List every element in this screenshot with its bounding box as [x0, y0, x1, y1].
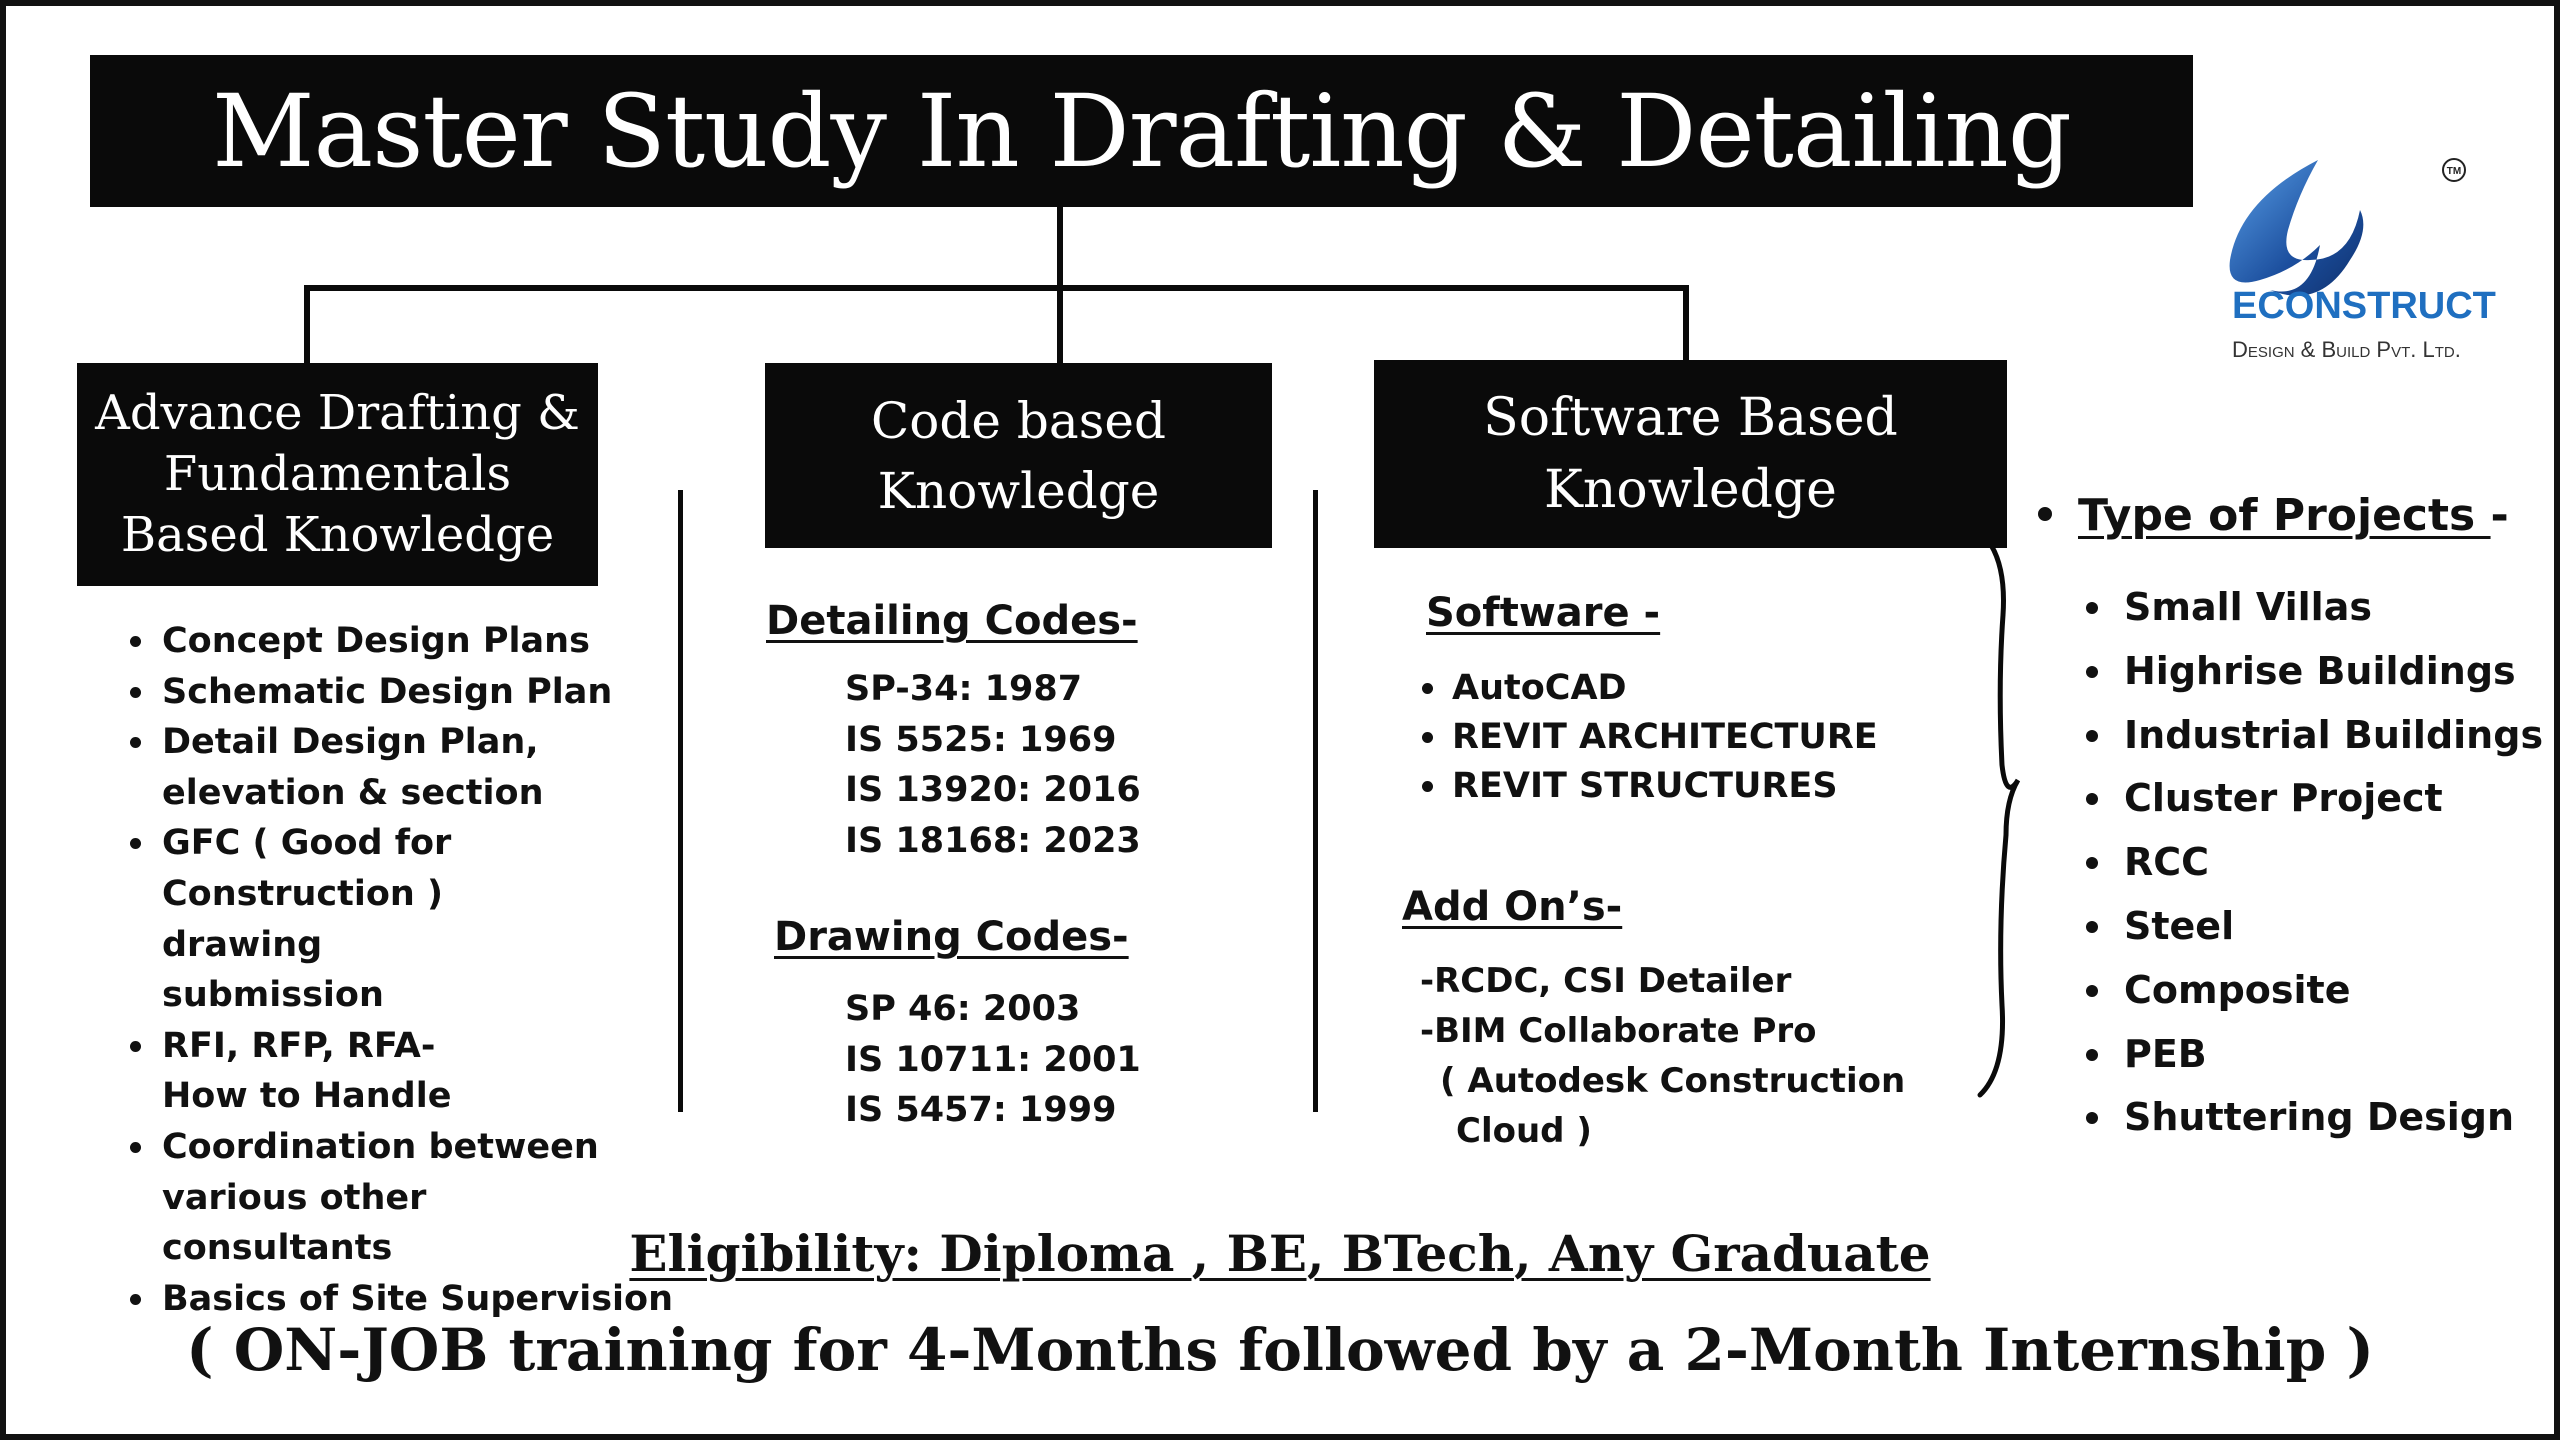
list-item: REVIT ARCHITECTURE	[1416, 713, 1878, 762]
connector-trunk	[1057, 205, 1063, 289]
curly-brace-icon	[1960, 545, 2020, 1100]
tm-text: TM	[2446, 166, 2462, 177]
heading-software-based	[1374, 360, 2007, 548]
list-item: Detail Design Plan, elevation & section	[130, 717, 550, 818]
list-item: RCC	[2086, 831, 2543, 895]
list-item: -RCDC, CSI Detailer	[1420, 961, 1792, 1001]
heading-line: Knowledge	[1544, 460, 1837, 520]
list-item: -BIM Collaborate Pro	[1420, 1011, 1817, 1051]
list-item: PEB	[2086, 1023, 2543, 1087]
list-item: Industrial Buildings	[2086, 704, 2543, 768]
list-item: IS 10711: 2001	[845, 1039, 1141, 1080]
addons-label: Add On’s-	[1402, 884, 1623, 930]
drawing-codes-list	[845, 984, 1141, 1136]
logo-brand-name: ECONSTRUCT	[2232, 285, 2496, 327]
list-item: Cloud )	[1456, 1111, 1592, 1151]
logo-swoosh	[2230, 160, 2364, 296]
software-label: Software -	[1426, 590, 1661, 636]
list-item: REVIT STRUCTURES	[1416, 762, 1878, 811]
heading-line: Advance Drafting &	[95, 385, 580, 441]
software-list	[1416, 664, 1878, 811]
list-item: Small Villas	[2086, 576, 2543, 640]
heading-line: Based Knowledge	[120, 507, 555, 563]
list-item: Basics of Site Supervision	[130, 1274, 650, 1325]
training-note: ( ON-JOB training for 4-Months followed by a 2-Month Internship )	[186, 1316, 2374, 1384]
list-item: SP 46: 2003	[845, 989, 1081, 1029]
drafting-topics-list	[130, 616, 673, 1324]
projects-list	[2086, 576, 2543, 1150]
heading-line: Fundamentals	[163, 446, 512, 502]
logo-tagline: Design & Build Pvt. Ltd.	[2232, 337, 2461, 362]
connector-right-drop	[1683, 285, 1689, 361]
connector-left-drop	[304, 285, 310, 365]
column-divider-2	[1313, 490, 1318, 1112]
list-item: Coordination between various other consultants	[130, 1122, 630, 1274]
list-item: ( Autodesk Construction	[1440, 1061, 1906, 1101]
list-item: Highrise Buildings	[2086, 640, 2543, 704]
heading-code-based	[765, 363, 1272, 548]
eligibility-text	[0, 1224, 2560, 1283]
bullet-icon	[2038, 507, 2052, 521]
list-item: SP-34: 1987	[845, 669, 1083, 709]
eligibility-label: Eligibility: Diploma , BE, BTech, Any Graduate	[629, 1224, 1931, 1283]
column-divider-1	[678, 490, 683, 1112]
heading-line: Knowledge	[877, 461, 1160, 520]
list-item: IS 18168: 2023	[845, 820, 1141, 861]
list-item: IS 13920: 2016	[845, 770, 1141, 811]
projects-heading	[2038, 490, 2509, 541]
detailing-codes-label: Detailing Codes-	[766, 598, 1138, 644]
projects-label: Type of Projects	[2078, 490, 2491, 541]
list-item: Shuttering Design	[2086, 1086, 2543, 1150]
list-item: Steel	[2086, 895, 2543, 959]
list-item: IS 5525: 1969	[845, 719, 1117, 760]
connector-horizontal	[304, 285, 1689, 291]
projects-dash: -	[2490, 490, 2509, 541]
detailing-codes-list	[845, 664, 1141, 866]
page-title: Master Study In Drafting & Detailing	[90, 55, 2193, 207]
list-item: Schematic Design Plan	[130, 667, 650, 718]
heading-line: Code based	[871, 391, 1166, 450]
list-item: Cluster Project	[2086, 767, 2543, 831]
heading-line: Software Based	[1483, 388, 1898, 448]
addons-list	[1420, 956, 1905, 1156]
heading-advance-drafting	[77, 363, 598, 586]
list-item: Concept Design Plans	[130, 616, 650, 667]
list-item: RFI, RFP, RFA- How to Handle	[130, 1021, 530, 1122]
list-item: AutoCAD	[1416, 664, 1878, 713]
connector-center-drop	[1057, 285, 1063, 365]
drawing-codes-label: Drawing Codes-	[774, 914, 1129, 960]
list-item: GFC ( Good for Construction ) drawing submission	[130, 818, 490, 1020]
list-item: Composite	[2086, 959, 2543, 1023]
curly-brace-path	[1980, 545, 2018, 1095]
list-item: IS 5457: 1999	[845, 1090, 1117, 1131]
